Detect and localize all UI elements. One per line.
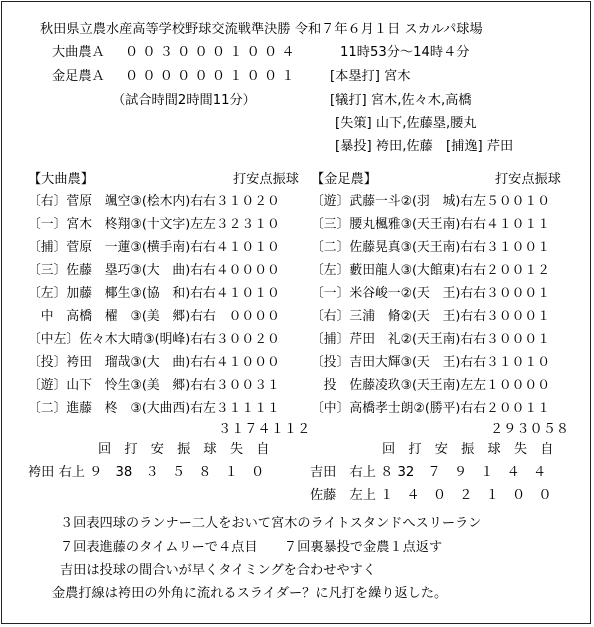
game-title: 秋田県立農水産高等学校野球交流戦準決勝 令和７年６月１日 スカルパ球場 bbox=[40, 22, 483, 37]
game-duration: （試合時間2時間11分） bbox=[112, 93, 256, 108]
note-homerun: [本塁打] 宮木 bbox=[330, 69, 411, 84]
left-batter-row: 中 高橋 櫂 ③(美 郷)右右 ００００ bbox=[28, 309, 280, 324]
right-batter-row: 投 佐藤凌玖③(天王南)左左１００００ bbox=[311, 378, 551, 393]
right-pitcher-row: 佐藤 左上 １ ４ ０ ２ １ ０ ０ bbox=[310, 488, 552, 503]
right-batter-row: 〔三〕腰丸楓雅③(天王南)右右４１０１１ bbox=[311, 217, 551, 232]
right-batter-row: 〔左〕藪田龍人③(大館東)右右２００１２ bbox=[311, 263, 551, 278]
left-pitcher-row: 袴田 右上 ９ 38 ３ ５ ８ １ ０ bbox=[28, 465, 265, 480]
comment-line: 金農打線は袴田の外角に流れるスライダー？に凡打を繰り返した。 bbox=[52, 586, 448, 601]
right-pitching-header: 回 打 安 振 球 失 自 bbox=[382, 442, 554, 457]
right-team-name: 【金足農】 bbox=[311, 172, 377, 187]
linescore-team-1: 大曲農Ａ bbox=[52, 45, 105, 60]
linescore-team-2: 金足農Ａ bbox=[52, 69, 105, 84]
comment-line: ７回表進藤のタイムリーで４点目 ７回裏暴投で金農１点返す bbox=[60, 540, 443, 555]
left-stat-headers: 打安点振球 bbox=[233, 172, 299, 187]
left-batter-row: 〔捕〕菅原 一蓮③(横手南)右右４１０１０ bbox=[28, 240, 280, 255]
note-errors: [失策] 山下,佐藤塁,腰丸 bbox=[335, 116, 477, 131]
right-totals: ２９３０５８ bbox=[490, 422, 570, 437]
right-pitcher-row: 吉田 右上 ８ 32 ７ ９ １ ４ ４ bbox=[310, 465, 547, 480]
note-wildpitch-passedball: [暴投] 袴田,佐藤 [捕逸] 芹田 bbox=[335, 139, 514, 154]
left-batter-row: 〔中左〕佐々木大晴③(明峰)右右３００２０ bbox=[28, 332, 280, 347]
left-pitching-header: 回 打 安 振 球 失 自 bbox=[98, 442, 270, 457]
right-batter-row: 〔捕〕芹田 礼②(天王南)右右３０００１ bbox=[311, 332, 551, 347]
left-team-name: 【大曲農】 bbox=[28, 172, 94, 187]
linescore-innings-2: ０ ０ ０ ０ ０ ０ １ ０ ０ １ bbox=[125, 69, 295, 84]
game-time-range: 11時53分～14時４分 bbox=[340, 45, 470, 60]
left-batter-row: 〔二〕進藤 柊 ③(大曲西)右左３１１１１ bbox=[28, 401, 280, 416]
left-batter-row: 〔右〕菅原 颯空③(桧木内)右右３１０２０ bbox=[28, 194, 280, 209]
left-batter-row: 〔一〕宮木 柊翔③(十文字)左左３２３１０ bbox=[28, 217, 280, 232]
right-batter-row: 〔右〕三浦 脩②(天 王)右右３０００１ bbox=[311, 309, 551, 324]
left-batter-row: 〔遊〕山下 怜生③(美 郷)右右３００３１ bbox=[28, 378, 280, 393]
note-sacrifice: [犠打] 宮木,佐々木,高橋 bbox=[330, 93, 472, 108]
comment-line: ３回表四球のランナー二人をおいて宮木のライトスタンドへスリーラン bbox=[60, 516, 482, 531]
right-batter-row: 〔一〕米谷峻一②(天 王)右右３０００１ bbox=[311, 286, 551, 301]
right-batter-row: 〔投〕吉田大輝③(天 王)右右３１０１０ bbox=[311, 355, 551, 370]
left-batter-row: 〔三〕佐藤 塁巧③(大 曲)右右４００００ bbox=[28, 263, 280, 278]
right-batter-row: 〔遊〕武藤一斗②(羽 城)右左５００１０ bbox=[311, 194, 551, 209]
right-batter-row: 〔中〕高橋孝士朗②(勝平)右右２００１１ bbox=[311, 401, 551, 416]
right-stat-headers: 打安点振球 bbox=[495, 172, 561, 187]
left-batter-row: 〔左〕加藤 椰生③(協 和)右右４１０１０ bbox=[28, 286, 280, 301]
comment-line: 吉田は投球の間合いが早くタイミングを合わせやすく bbox=[60, 563, 376, 578]
left-totals: ３１７４１１２ bbox=[218, 422, 311, 437]
left-batter-row: 〔投〕袴田 瑠哉③(大 曲)右右４１０００ bbox=[28, 355, 280, 370]
right-batter-row: 〔二〕佐藤晃真③(天王南)右右３１００１ bbox=[311, 240, 551, 255]
linescore-innings-1: ０ ０ ３ ０ ０ ０ １ ０ ０ ４ bbox=[125, 45, 295, 60]
